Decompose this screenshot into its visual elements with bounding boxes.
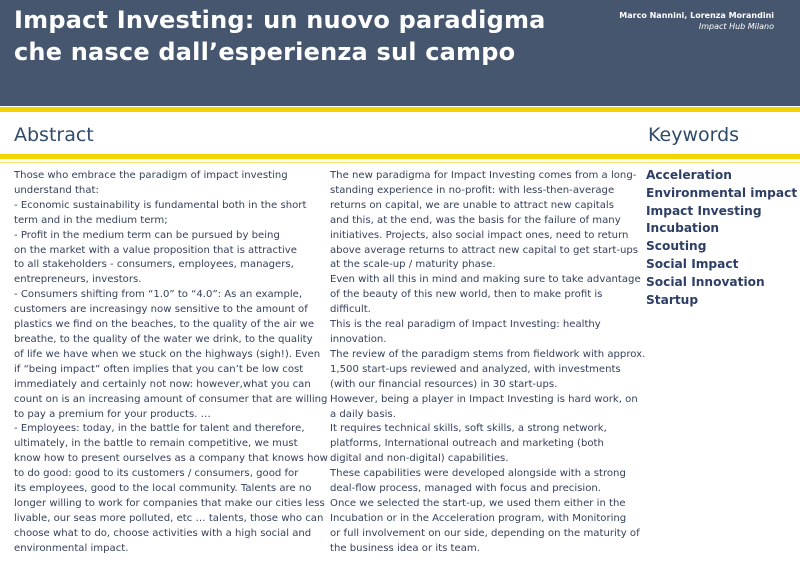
abstract-line: understand that: — [14, 184, 99, 196]
abstract-line: to pay a premium for your products. … — [14, 408, 211, 420]
divider-bottom — [0, 154, 800, 159]
abstract-line: This is the real paradigm of Impact Investing: healthy — [330, 319, 601, 331]
keyword-item: Social Impact — [646, 256, 739, 271]
abstract-line: count on is an increasing amount of consumer that are willing — [14, 393, 328, 405]
keyword-item: Impact Investing — [646, 203, 762, 218]
author-names: Marco Nannini, Lorenza Morandini — [619, 11, 774, 20]
abstract-line: of life we have when we stuck on the highways (sigh!). Even — [14, 348, 321, 360]
abstract-line: Those who embrace the paradigm of impact investing — [14, 170, 288, 181]
abstract-line: the business idea or its team. — [330, 542, 480, 554]
abstract-line: Incubation or in the Acceleration program, with Monitoring — [330, 512, 627, 524]
abstract-line: if “being impact” often implies that you can’t be low cost — [14, 363, 304, 375]
title-line-1: Impact Investing: un nuovo paradigma — [14, 6, 546, 34]
abstract-line: entrepreneurs, investors. — [14, 274, 142, 286]
abstract-line: of the beauty of this new world, then to make profit is — [330, 289, 603, 301]
abstract-line: Once we selected the start-up, we used them either in the — [330, 497, 626, 509]
abstract-line: These capabilities were developed alongside with a strong — [330, 468, 626, 480]
abstract-line: deal-flow process, managed with focus and precision. — [330, 483, 601, 495]
abstract-line: digital and non-digital) capabilities. — [330, 453, 509, 465]
abstract-line: immediately and certainly not now: however,what you can — [14, 378, 311, 390]
abstract-heading: Abstract — [14, 124, 94, 146]
abstract-line: platforms, International outreach and marketing (both — [330, 438, 604, 450]
divider-thin — [0, 162, 800, 163]
abstract-line: on the market with a value proposition that is attractive — [14, 244, 297, 256]
abstract-line: difficult. — [330, 304, 371, 316]
abstract-line: standing experience in no-profit: with less-then-average — [330, 184, 615, 196]
abstract-line: longer willing to work for companies that make our cities less — [14, 497, 325, 509]
abstract-line: above average returns to attract new capital to get start-ups — [330, 244, 639, 256]
abstract-line: Even with all this in mind and making sure to take advantage — [330, 274, 641, 286]
keyword-item: Incubation — [646, 221, 720, 236]
abstract-line: The review of the paradigm stems from fieldwork with approx. — [330, 348, 646, 360]
abstract-line: customers are increasingy now sensitive to the amount of — [14, 304, 308, 316]
abstract-line: or full involvement on our side, depending on the maturity of — [330, 527, 640, 539]
abstract-line: plastics we find on the beaches, to the quality of the air we — [14, 319, 315, 331]
abstract-line: environmental impact. — [14, 542, 129, 554]
abstract-column-1 — [14, 169, 328, 557]
abstract-line: - Consumers shifting from “1.0” to “4.0”: As an example, — [14, 289, 303, 301]
divider-top — [0, 107, 800, 112]
abstract-line: and this, at the end, was the basis for the failure of many — [330, 214, 621, 226]
abstract-line: know how to present ourselves as a company that knows how — [14, 453, 328, 465]
abstract-line: a daily basis. — [330, 408, 396, 420]
keyword-list — [646, 167, 797, 309]
abstract-line: to all stakeholders - consumers, employees, managers, — [14, 259, 294, 271]
abstract-line: initiatives. Projects, also social impact ones, need to return — [330, 229, 629, 241]
abstract-line: breathe, to the quality of the water we drink, to the quality — [14, 333, 313, 345]
header-banner — [0, 0, 800, 106]
abstract-line: - Employees: today, in the battle for talent and therefore, — [14, 423, 305, 435]
keyword-item: Environmental impact — [646, 185, 798, 200]
abstract-line: to do good: good to its customers / consumers, good for — [14, 468, 299, 480]
abstract-line: - Profit in the medium term can be pursued by being — [14, 229, 280, 241]
abstract-line: livable, our seas more polluted, etc … talents, those who can — [14, 512, 324, 524]
abstract-line: 1,500 start-ups reviewed and analyzed, with investments — [330, 363, 621, 375]
author-affiliation: Impact Hub Milano — [698, 22, 774, 31]
abstract-line: innovation. — [330, 333, 387, 345]
abstract-line: (with our financial resources) in 30 start-ups. — [330, 378, 558, 390]
abstract-line: its employees, good to the local community. Talents are no — [14, 483, 312, 495]
title-line-2: che nasce dall’esperienza sul campo — [14, 38, 516, 66]
page-title — [14, 4, 546, 68]
abstract-line: However, being a player in Impact Investing is hard work, on — [330, 393, 638, 405]
abstract-line: choose what to do, choose activities with a high social and — [14, 527, 312, 539]
author-block — [619, 10, 774, 32]
keyword-item: Startup — [646, 292, 699, 307]
keyword-item: Social Innovation — [646, 274, 765, 289]
abstract-line: term and in the medium term; — [14, 214, 168, 226]
abstract-line: The new paradigma for Impact Investing comes from a long- — [330, 170, 637, 181]
abstract-line: at the scale-up / maturity phase. — [330, 259, 496, 271]
abstract-line: ultimately, in the battle to remain competitive, we must — [14, 438, 298, 450]
abstract-line: returns on capital, we are unable to attract new capitals — [330, 199, 614, 211]
abstract-line: It requires technical skills, soft skills, a strong network, — [330, 423, 607, 435]
abstract-column-2 — [330, 169, 646, 557]
keyword-item: Scouting — [646, 239, 707, 254]
keywords-heading: Keywords — [648, 124, 740, 146]
keyword-item: Acceleration — [646, 168, 732, 182]
abstract-line: - Economic sustainability is fundamental both in the short — [14, 199, 307, 211]
